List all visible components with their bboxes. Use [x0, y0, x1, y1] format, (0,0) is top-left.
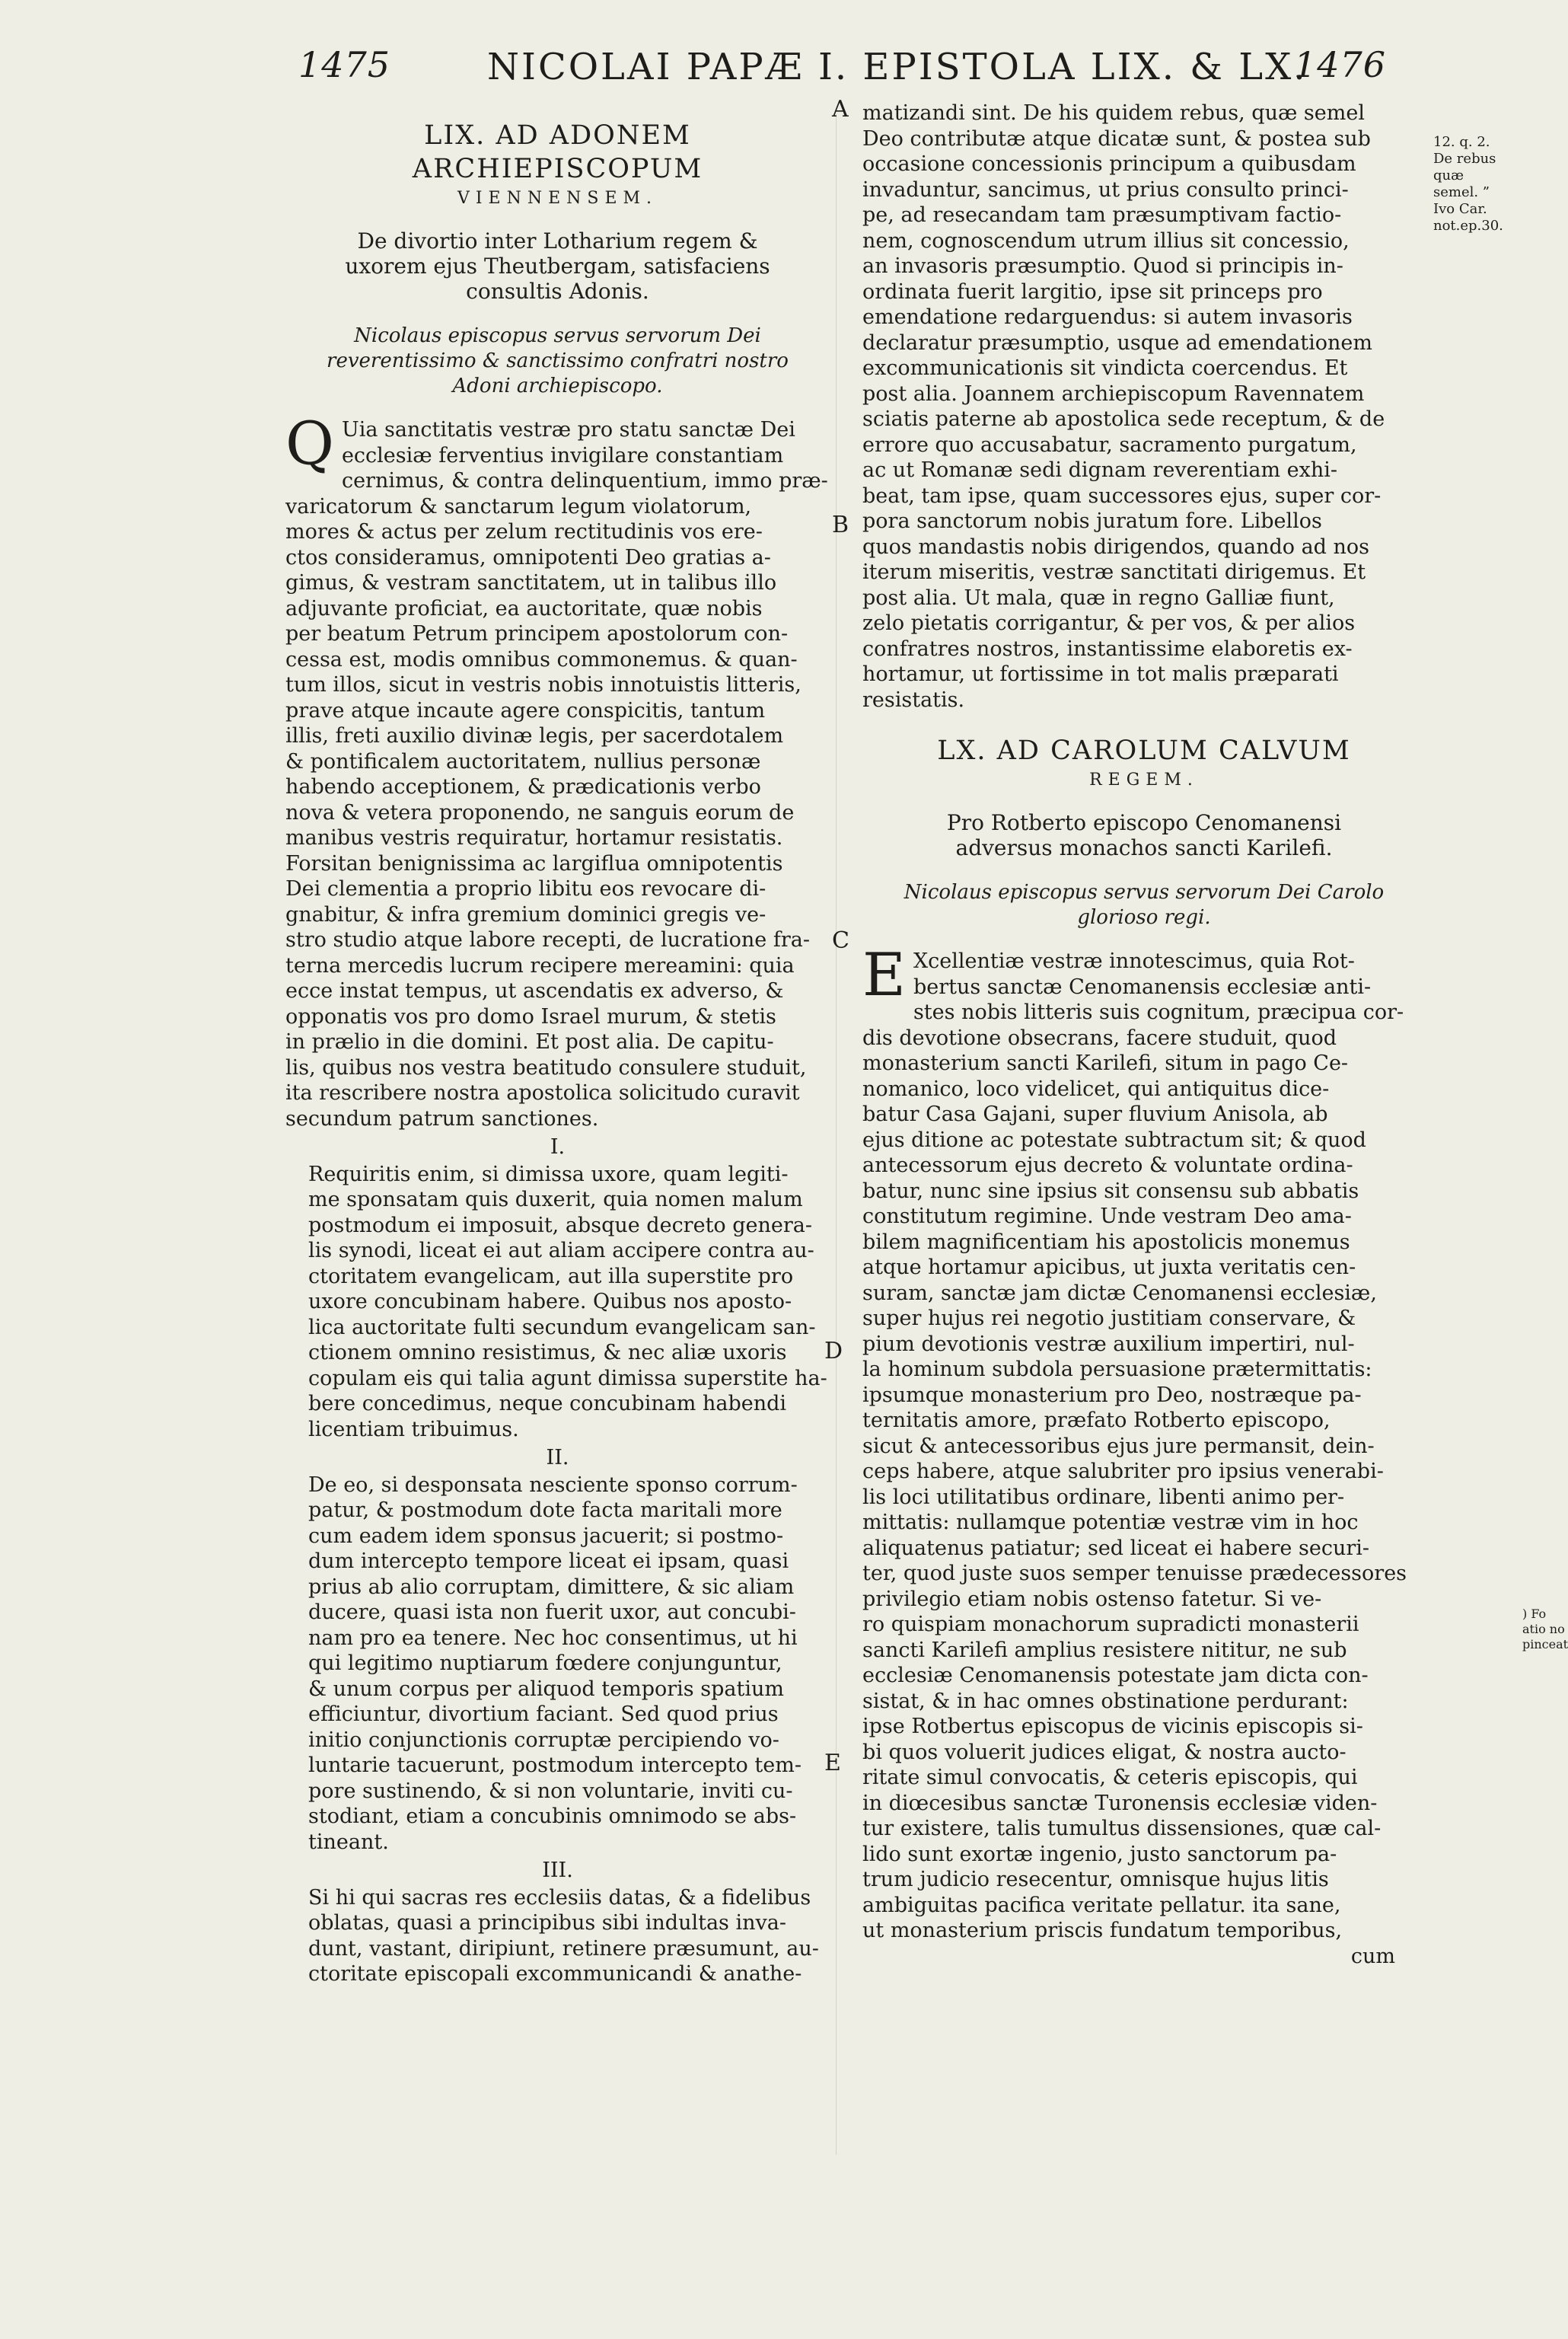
text-line: prave atque incaute agere conspicitis, tantum — [285, 698, 766, 723]
text-line: Requiritis enim, si dimissa uxore, quam legiti- — [308, 1162, 789, 1186]
text-line: uxore concubinam habere. Quibus nos aposto- — [308, 1290, 792, 1313]
text-line: antecessorum ejus decreto & voluntate ordina- — [862, 1154, 1353, 1177]
text-line: atque hortamur apicibus, ut juxta veritatis cen- — [862, 1256, 1356, 1279]
text-line: cessa est, modis omnibus commonemus. & quan- — [285, 647, 798, 672]
running-head — [0, 44, 1559, 97]
text-line: ctoritate episcopali excommunicandi & anathe- — [308, 1962, 802, 1986]
text-line: la hominum subdola persuasione prætermittatis: — [862, 1358, 1372, 1381]
section-letter-a: A — [832, 96, 849, 123]
text-line: Si hi qui sacras res ecclesiis datas, & a fidelibus — [308, 1885, 811, 1910]
text-line: mittatis: nullamque potentiæ vestræ vim in hoc — [862, 1511, 1359, 1534]
page-number-right: 1476 — [1294, 44, 1387, 85]
text-line: ecce instat tempus, ut ascendatis ex adverso, & — [285, 979, 784, 1003]
text-line: excommunicationis sit vindicta coercendus. Et — [862, 356, 1348, 380]
text-line: ipsumque monasterium pro Deo, nostræque pa- — [862, 1383, 1362, 1407]
text-line: Dei clementia a proprio libitu eos revocare di- — [285, 877, 766, 901]
text-line: Uia sanctitatis vestræ pro statu sanctæ Dei — [341, 418, 795, 442]
text-line: De eo, si desponsata nesciente sponso corrum- — [308, 1473, 798, 1497]
text-line: sciatis paterne ab apostolica sede receptum, & de — [862, 407, 1385, 431]
section-letter-e: E — [824, 1750, 841, 1776]
section-number-3: III. — [542, 1859, 573, 1882]
text-line: declaratur præsumptio, usque ad emendationem — [862, 330, 1372, 355]
text-line: dis devotione obsecrans, facere studuit, quod — [862, 1026, 1337, 1050]
text-line: ctoritatem evangelicam, aut illa superstite pro — [308, 1264, 794, 1288]
text-line: nem, cognoscendum utrum illius sit concessio, — [862, 228, 1350, 253]
text-line: ordinata fuerit largitio, ipse sit princeps pro — [862, 279, 1323, 304]
text-line: sicut & antecessoribus ejus jure permansit, dein- — [862, 1434, 1375, 1458]
drop-cap-q: Q — [285, 410, 334, 478]
text-line: postmodum ei imposuit, absque decreto genera- — [308, 1213, 813, 1237]
text-line: occasione concessionis principum a quibusdam — [862, 152, 1356, 176]
text-line: per beatum Petrum principem apostolorum con- — [285, 622, 789, 646]
text-line: oblatas, quasi a principibus sibi indultas inva- — [308, 1911, 786, 1935]
text-line: ternitatis amore, præfato Rotberto episcopo, — [862, 1409, 1331, 1432]
text-line: stes nobis litteris suis cognitum, præcipua cor- — [913, 1000, 1404, 1024]
letter59-continuation — [862, 101, 1426, 713]
column-divider — [836, 114, 837, 2155]
text-line: nam pro ea tenere. Nec hoc consentimus, ut hi — [308, 1626, 798, 1650]
text-line: errore quo accusabatur, sacramento purgatum, — [862, 432, 1357, 457]
text-line: manibus vestris requiratur, hortamur resistatis. — [285, 826, 783, 850]
text-line: opponatis vos pro domo Israel murum, & stetis — [285, 1004, 776, 1029]
text-line: bi quos voluerit judices eligat, & nostra aucto- — [862, 1740, 1347, 1764]
text-line: Forsitan benignissima ac largiflua omnipotentis — [285, 851, 783, 876]
letter59-intro-lines — [285, 410, 830, 1131]
text-line: super hujus rei negotio justitiam conservare, & — [862, 1307, 1356, 1330]
text-line: in prælio in die domini. Et post alia. De capitu- — [285, 1030, 774, 1054]
text-line: tum illos, sicut in vestris nobis innotuistis litteris, — [285, 673, 802, 697]
text-line: luntarie tacuerunt, postmodum intercepto tem- — [308, 1753, 802, 1777]
text-line: stodiant, etiam a concubinis omnimodo se abs- — [308, 1805, 797, 1828]
text-line: ecclesiæ Cenomanensis potestate jam dicta con- — [862, 1664, 1369, 1687]
catchword: cum — [1350, 1944, 1395, 1968]
text-line: habendo acceptionem, & prædicationis verbo — [285, 775, 761, 799]
letter60-body — [862, 941, 1426, 1944]
text-line: bere concedimus, neque concubinam habendi — [308, 1392, 787, 1415]
text-line: efficiuntur, divortium faciant. Sed quod prius — [308, 1702, 779, 1726]
letter60-body-lines — [862, 941, 1426, 1944]
letter59-section-1 — [285, 1162, 830, 1443]
text-line: constitutum regimine. Unde vestram Deo ama- — [862, 1205, 1352, 1228]
text-line: pium devotionis vestræ auxilium impertiri, nul- — [862, 1332, 1355, 1356]
text-line: aliquatenus patiatur; sed liceat ei habere securi- — [862, 1536, 1369, 1560]
text-line: ac ut Romanæ sedi dignam reverentiam exhi- — [862, 458, 1337, 482]
text-line: bertus sanctæ Cenomanensis ecclesiæ anti- — [913, 975, 1372, 999]
letter60-heading: LX. AD CAROLUM CALVUM — [937, 736, 1351, 766]
text-line: copulam eis qui talia agunt dimissa superstite ha- — [308, 1366, 827, 1390]
drop-cap-e: E — [862, 941, 906, 1010]
text-line: gimus, & vestram sanctitatem, ut in talibus illo — [285, 571, 777, 595]
text-line: monasterium sancti Karilefi, situm in pago Ce- — [862, 1051, 1349, 1075]
text-line: nomanico, loco videlicet, qui antiquitus dice- — [862, 1077, 1330, 1101]
text-line: an invasoris præsumptio. Quod si principis in- — [862, 254, 1343, 278]
text-line: hortamur, ut fortissime in tot malis præparati — [862, 662, 1339, 686]
left-column — [285, 114, 830, 1987]
text-line: me sponsatam quis duxerit, quia nomen malum — [308, 1188, 803, 1211]
text-line: bilem magnificentiam his apostolicis monemus — [862, 1230, 1350, 1254]
text-line: post alia. Joannem archiepiscopum Ravennatem — [862, 381, 1365, 406]
text-line: ambiguitas pacifica veritate pellatur. ita sane, — [862, 1893, 1341, 1917]
text-line: ctionem omnino resistimus, & nec aliæ uxoris — [308, 1341, 787, 1364]
margin-note: 12. q. 2. De rebus quæ semel. ” Ivo Car. not.ep.30. — [1433, 134, 1503, 234]
section-letter-d: D — [824, 1338, 843, 1364]
text-line: batur Casa Gajani, super fluvium Anisola, ab — [862, 1102, 1328, 1126]
text-line: ita rescribere nostra apostolica solicitudo curavit — [285, 1081, 800, 1105]
letter59-section-3 — [285, 1885, 830, 1987]
text-line: Xcellentiæ vestræ innotescimus, quia Rot- — [913, 949, 1355, 973]
running-title: NICOLAI PAPÆ I. EPISTOLA LIX. & LX. — [487, 46, 1308, 88]
letter59-section-2 — [285, 1473, 830, 1856]
text-line: sancti Karilefi amplius resistere nititur, ne sub — [862, 1638, 1347, 1662]
text-line: tineant. — [308, 1830, 389, 1854]
text-line: & unum corpus per aliquod temporis spatium — [308, 1677, 784, 1701]
text-line: mores & actus per zelum rectitudinis vos ere- — [285, 520, 763, 544]
text-line: terna mercedis lucrum recipere mereamini: quia — [285, 953, 795, 978]
text-line: pe, ad resecandam tam præsumptivam factio- — [862, 203, 1342, 227]
text-line: adjuvante proficiat, ea auctoritate, quæ nobis — [285, 596, 763, 621]
section-letter-b: B — [832, 512, 849, 538]
letter59-subheading: VIENNENSEM. — [457, 189, 658, 208]
section-number-2: II. — [546, 1446, 569, 1469]
text-line: post alia. Ut mala, quæ in regno Galliæ fiunt, — [862, 586, 1335, 610]
text-line: ducere, quasi ista non fuerit uxor, aut concubi- — [308, 1600, 796, 1624]
text-line: prius ab alio corruptam, dimittere, & sic aliam — [308, 1575, 795, 1599]
section-letter-c: C — [832, 927, 849, 954]
text-line: lica auctoritate fulti secundum evangelicam san- — [308, 1315, 816, 1339]
letter59-summary: De divortio inter Lotharium regem & uxorem ejus Theutbergam, satisfaciens consultis Adonis. — [345, 228, 770, 304]
text-line: lis, quibus nos vestra beatitudo consulere studuit, — [285, 1055, 807, 1080]
margin-fragment: ) Fo atio no pinceat — [1522, 1607, 1568, 1651]
text-line: matizandi sint. De his quidem rebus, quæ semel — [862, 101, 1365, 125]
text-line: varicatorum & sanctarum legum violatorum, — [285, 494, 752, 519]
text-line: in diœcesibus sanctæ Turonensis ecclesiæ viden- — [862, 1791, 1378, 1815]
letter59-intro — [285, 410, 830, 1131]
text-line: privilegio etiam nobis ostenso fatetur. Si ve- — [862, 1587, 1322, 1611]
text-line: quos mandastis nobis dirigendos, quando ad nos — [862, 534, 1370, 559]
text-line: ut monasterium priscis fundatum temporibus, — [862, 1919, 1343, 1942]
text-line: resistatis. — [862, 688, 965, 712]
text-line: gnabitur, & infra gremium dominici gregis ve- — [285, 902, 766, 927]
text-line: pora sanctorum nobis juratum fore. Libellos — [862, 509, 1322, 533]
text-line: sistat, & in hac omnes obstinatione perdurant: — [862, 1689, 1349, 1713]
text-line: licentiam tribuimus. — [308, 1417, 519, 1441]
text-line: stro studio atque labore recepti, de lucratione fra- — [285, 928, 810, 952]
text-line: & pontificalem auctoritatem, nullius personæ — [285, 749, 761, 774]
letter59-heading: LIX. AD ADONEM ARCHIEPISCOPUM — [412, 120, 703, 184]
text-line: initio conjunctionis corruptæ percipiendo vo- — [308, 1728, 779, 1752]
right-column — [862, 101, 1426, 1969]
page-number-left: 1475 — [298, 44, 391, 85]
text-line: ter, quod juste suos semper tenuisse prædecessores — [862, 1562, 1407, 1585]
text-line: tur existere, talis tumultus dissensiones, quæ cal- — [862, 1817, 1382, 1840]
text-line: lido sunt exortæ ingenio, justo sanctorum pa- — [862, 1842, 1337, 1866]
text-line: beat, tam ipse, quam successores ejus, super cor- — [862, 483, 1382, 508]
text-line: batur, nunc sine ipsius sit consensu sub abbatis — [862, 1179, 1359, 1203]
text-line: lis synodi, liceat ei aut aliam accipere contra au- — [308, 1239, 814, 1262]
text-line: lis loci utilitatibus ordinare, libenti animo per- — [862, 1485, 1345, 1509]
text-line: patur, & postmodum dote facta maritali more — [308, 1498, 782, 1522]
text-line: ctos consideramus, omnipotenti Deo gratias a- — [285, 545, 771, 570]
text-line: illis, freti auxilio divinæ legis, per sacerdotalem — [285, 724, 784, 748]
text-line: dum intercepto tempore liceat ei ipsam, quasi — [308, 1549, 789, 1573]
text-line: iterum miseritis, vestræ sanctitati dirigemus. Et — [862, 560, 1366, 584]
letter59-salutation: Nicolaus episcopus servus servorum Dei reverentissimo & sanctissimo confratri nostro Adoni archiepiscopo. — [327, 324, 789, 397]
text-line: confratres nostros, instantissime elaboretis ex- — [862, 637, 1353, 661]
text-line: cum eadem idem sponsus jacuerit; si postmo- — [308, 1524, 784, 1548]
letter60-subheading: REGEM. — [1089, 771, 1199, 790]
text-line: nova & vetera proponendo, ne sanguis eorum de — [285, 800, 795, 825]
text-line: secundum patrum sanctiones. — [285, 1106, 599, 1131]
text-line: trum judicio resecentur, omnisque hujus litis — [862, 1868, 1329, 1891]
text-line: emendatione redarguendus: si autem invasoris — [862, 305, 1353, 329]
text-line: dunt, vastant, diripiunt, retinere præsumunt, au- — [308, 1936, 819, 1961]
text-line: ejus ditione ac potestate subtractum sit; & quod — [862, 1128, 1366, 1152]
text-line: qui legitimo nuptiarum fœdere conjunguntur, — [308, 1651, 782, 1675]
text-line: ipse Rotbertus episcopus de vicinis episcopis si- — [862, 1715, 1363, 1738]
text-line: Deo contributæ atque dicatæ sunt, & postea sub — [862, 126, 1371, 151]
text-line: invaduntur, sancimus, ut prius consulto princi- — [862, 177, 1349, 202]
text-line: ro quispiam monachorum supradicti monasterii — [862, 1613, 1359, 1636]
text-line: zelo pietatis corrigantur, & per vos, & per alios — [862, 611, 1356, 635]
text-line: ritate simul convocatis, & ceteris episcopis, qui — [862, 1766, 1358, 1789]
text-line: ecclesiæ ferventius invigilare constantiam — [341, 443, 784, 467]
letter60-summary: Pro Rotberto episcopo Cenomanensi adversus monachos sancti Karilefi. — [946, 810, 1342, 860]
letter60-salutation: Nicolaus episcopus servus servorum Dei Carolo glorioso regi. — [904, 881, 1385, 929]
text-line: cernimus, & contra delinquentium, immo præ- — [341, 469, 828, 493]
text-line: suram, sanctæ jam dictæ Cenomanensi ecclesiæ, — [862, 1281, 1377, 1305]
section-number-1: I. — [550, 1135, 566, 1159]
text-line: ceps habere, atque salubriter pro ipsius venerabi- — [862, 1460, 1384, 1483]
text-line: pore sustinendo, & si non voluntarie, inviti cu- — [308, 1779, 793, 1803]
